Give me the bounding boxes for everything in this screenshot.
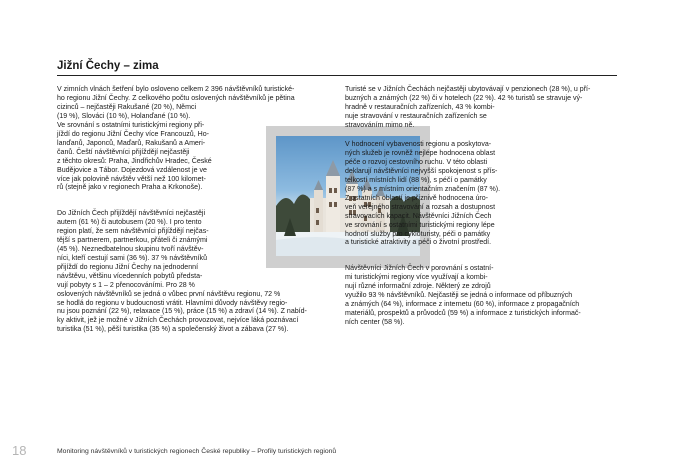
- title-divider: [57, 75, 617, 76]
- text-line: jíždí do regionu Jižní Čechy více Francouzů, Ho-: [57, 130, 209, 138]
- text-line: čanů. Čeští návštěvníci přijíždějí nejčastěji: [57, 148, 190, 156]
- text-line: turistika (51 %), pěší turistika (35 %) a společenský život a zábava (27 %).: [57, 326, 289, 334]
- text-line: a turistické atraktivity a péči o životní prostředí.: [345, 239, 492, 247]
- text-line: více jak polovině návštěv větší než 100 kilomet-: [57, 175, 206, 183]
- text-line: V zimních vlnách šetření bylo osloveno celkem 2 396 návštěvníků turistické-: [57, 86, 295, 93]
- text-line: mi turistickými regiony více využívají a kombi-: [345, 273, 488, 281]
- text-line: (45 %). Neznedbatelnou skupinu tvoří návštěv-: [57, 245, 204, 253]
- text-line: cizinců – nejčastěji Rakušané (20 %), Němci: [57, 103, 197, 111]
- text-line: oslovených návštěvníků se jedná o vůbec první návštěvu regionu, 72 %: [57, 290, 281, 298]
- left-paragraph-1: [57, 86, 295, 193]
- text-line: Turisté se v Jižních Čechách nejčastěji ubytovávají v penzionech (28 %), u pří-: [345, 86, 591, 93]
- text-line: ho regionu Jižní Čechy. Z celkového počtu oslovených návštěvníků je pětina: [57, 94, 295, 102]
- text-line: stravovacích kapacit. Návštěvníci Jižních Čech: [345, 212, 492, 220]
- text-line: stravováním mimo ně.: [345, 121, 415, 129]
- text-line: níci, kteří cestují sami (36 %). 37 % návštěvníků: [57, 254, 208, 262]
- text-line: telkostí místních lidí (88 %), s péčí o památky: [345, 176, 487, 184]
- text-line: Do Jižních Čech přijíždějí návštěvníci nejčastěji: [57, 210, 206, 217]
- text-line: deklarují návštěvníci nejvyšší spokojenost s přís-: [345, 167, 498, 175]
- text-line: (87 %) a s místním orientačním značením (87 %).: [345, 185, 501, 193]
- text-line: a známých (64 %), informace z internetu (60 %), informace z propagačních: [345, 300, 580, 308]
- text-line: využilo 93 % návštěvníků. Nejčastěji se jedná o informace od příbuzných: [345, 291, 573, 299]
- text-line: Návštěvníci Jižních Čech v porovnání s ostatní-: [345, 265, 494, 272]
- text-line: ve srovnání s ostatními turistickými regiony lépe: [345, 221, 495, 229]
- text-line: nuje stravování v restauračních zařízeních se: [345, 112, 487, 120]
- text-line: ných služeb je rovněž nejlépe hodnocena oblast: [345, 149, 496, 157]
- text-line: region platí, že sem návštěvníci přijíždějí nejčas-: [57, 227, 209, 235]
- text-line: veň veřejného stravování a rozsah a dostupnost: [345, 203, 496, 211]
- text-line: návštěvu, většinu vícedenních pobytů předsta-: [57, 272, 203, 280]
- text-line: nu jsou poznání (22 %), relaxace (15 %), práce (15 %) a zdraví (14 %). Z nabíd-: [57, 308, 307, 316]
- text-line: nují různé informační zdroje. Některý ze zdrojů: [345, 282, 491, 290]
- text-line: vují pobyty s 1 – 2 přenocováními. Pro 28 %: [57, 281, 195, 289]
- text-line: Z ostatních oblastí je příznivě hodnocena úro-: [345, 194, 488, 202]
- left-paragraph-2: [57, 210, 307, 335]
- right-paragraph-2: [345, 141, 617, 248]
- page-title: Jižní Čechy – zima: [57, 60, 159, 72]
- text-line: péče o rozvoj cestovního ruchu. V této oblasti: [345, 158, 488, 166]
- text-line: materiálů, prospektů a průvodců (59 %) a informace z turistických informač-: [345, 309, 581, 317]
- text-line: autem (61 %) či autobusem (20 %). I pro tento: [57, 218, 202, 226]
- text-line: se hodlá do regionu v budoucnosti vrátit. Hlavními důvody návštěvy regio-: [57, 299, 288, 307]
- text-line: V hodnocení vybavenosti regionu a poskytova-: [345, 141, 492, 148]
- text-line: ních center (58 %).: [345, 318, 405, 326]
- right-paragraph-1: [345, 86, 617, 131]
- text-line: Ve srovnání s ostatními turistickými regiony při-: [57, 121, 205, 129]
- page-number: 18: [12, 443, 27, 458]
- text-line: (19 %), Slováci (10 %), Holanďané (10 %).: [57, 112, 191, 120]
- text-line: hodnotí služby pro cykloturisty, péči o památky: [345, 230, 491, 238]
- text-line: hradně v restauračních zařízeních, 43 % kombi-: [345, 103, 495, 111]
- text-line: buzných a známých (22 %) či v hotelech (22 %). 42 % turistů se stravuje vý-: [345, 94, 583, 102]
- text-line: Budějovice a Tábor. Dojezdová vzdálenost je ve: [57, 166, 207, 174]
- text-line: ky aktivit, jež je možné v Jižních Čechách provozovat, nejvíce láká poznávací: [57, 317, 299, 325]
- text-line: z těchto okresů: Praha, Jindřichův Hradec, České: [57, 157, 212, 165]
- right-paragraph-3: [345, 265, 617, 328]
- footer-caption: Monitoring návštěvníků v turistických regionech České republiky – Profily turistických regionů: [57, 448, 337, 455]
- text-line: tější s partnerem, partnerkou, přáteli či známými: [57, 236, 208, 244]
- text-line: lanďanů, Japonců, Maďarů, Rakušanů a Ameri-: [57, 139, 206, 147]
- text-line: rů (stejně jako v regionech Praha a Krkonoše).: [57, 184, 203, 192]
- text-line: přijíždí do regionu Jižní Čechy na jednodenní: [57, 263, 199, 271]
